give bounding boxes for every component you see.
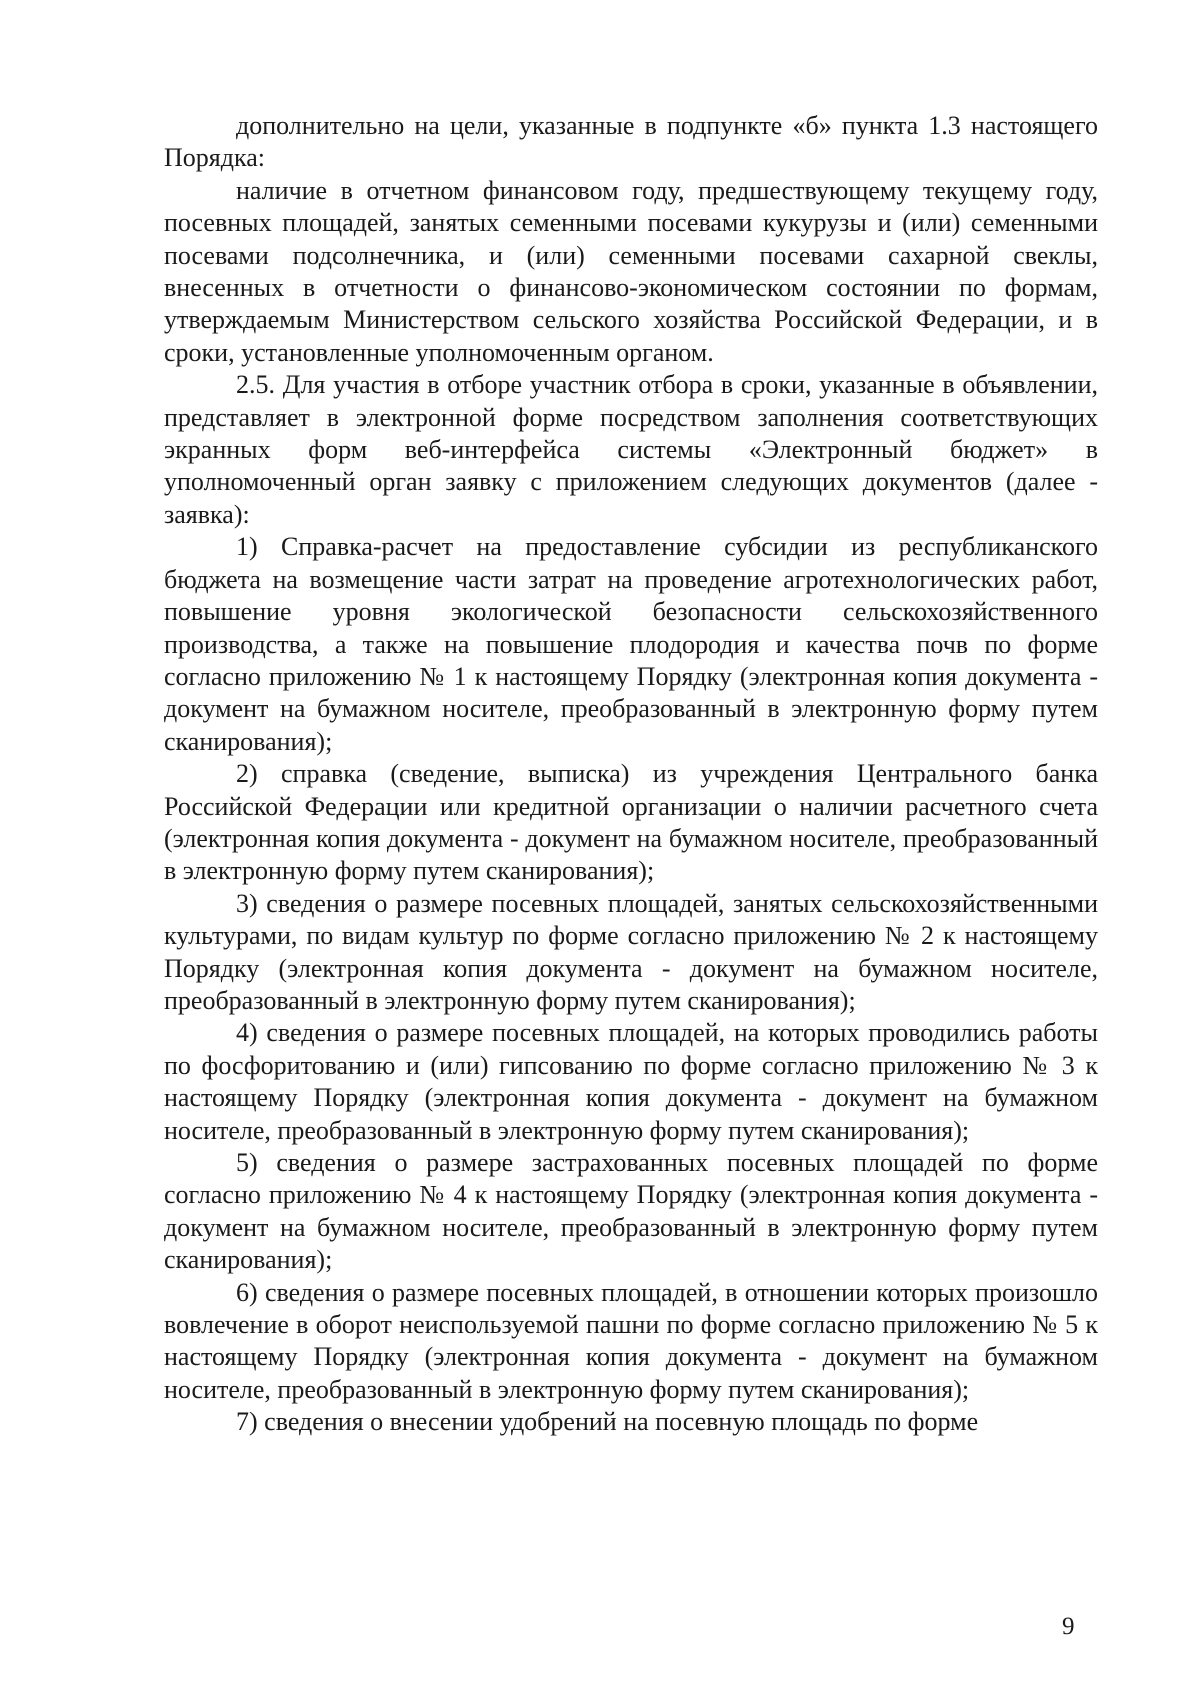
list-item-1: 1) Справка-расчет на предоставление субсидии из республиканского бюджета на возмещение части затрат на проведение агротехнологических работ, повышение уровня экологической безопасности сельскохозяйственного производства, а также на повышение плодородия и качества почв по форме согласно приложению № 1 к настоящему Порядку (электронная копия документа - документ на бумажном носителе, преобразованный в электронную форму путем сканирования); (164, 532, 1098, 756)
list-item-5: 5) сведения о размере застрахованных посевных площадей по форме согласно приложению № 4 к настоящему Порядку (электронная копия документа - документ на бумажном носителе, преобразованный в электронную форму путем сканирования); (164, 1148, 1098, 1275)
paragraph-condition: наличие в отчетном финансовом году, предшествующему текущему году, посевных площадей, занятых семенными посевами кукурузы и (или) семенными посевами подсолнечника, и (или) семенными посевами сахарной свеклы, внесенных в отчетности о финансово-экономическом состоянии по формам, утверждаемым Министерством сельского хозяйства Российской Федерации, и в сроки, установленные уполномоченным органом. (164, 175, 1098, 367)
list-item-6: 6) сведения о размере посевных площадей, в отношении которых произошло вовлечение в оборот неиспользуемой пашни по форме согласно приложению № 5 к настоящему Порядку (электронная копия документа - документ на бумажном носителе, преобразованный в электронную форму путем сканирования); (164, 1277, 1098, 1404)
paragraph-continuation: дополнительно на цели, указанные в подпункте «б» пункта 1.3 настоящего Порядка: (164, 111, 1098, 173)
list-item-7: 7) сведения о внесении удобрений на посевную площадь по форме (236, 1407, 979, 1437)
list-item-3: 3) сведения о размере посевных площадей, занятых сельскохозяйственными культурами, по видам культур по форме согласно приложению № 2 к настоящему Порядку (электронная копия документа - документ на бумажном носителе, преобразованный в электронную форму путем сканирования); (164, 888, 1098, 1015)
list-item-4: 4) сведения о размере посевных площадей, на которых проводились работы по фосфоритованию и (или) гипсованию по форме согласно приложению № 3 к настоящему Порядку (электронная копия документа - документ на бумажном носителе, преобразованный в электронную форму путем сканирования); (164, 1018, 1098, 1145)
paragraph-2-5: 2.5. Для участия в отборе участник отбора в сроки, указанные в объявлении, представляет в электронной форме посредством заполнения соответствующих экранных форм веб-интерфейса системы «Электронный бюджет» в уполномоченный орган заявку с приложением следующих документов (далее - заявка): (164, 370, 1098, 529)
document-body (164, 110, 1098, 1439)
list-item-2: 2) справка (сведение, выписка) из учреждения Центрального банка Российской Федерации или кредитной организации о наличии расчетного счета (электронная копия документа - документ на бумажном носителе, преобразованный в электронную форму путем сканирования); (164, 759, 1098, 886)
page-number: 9 (1062, 1613, 1075, 1640)
